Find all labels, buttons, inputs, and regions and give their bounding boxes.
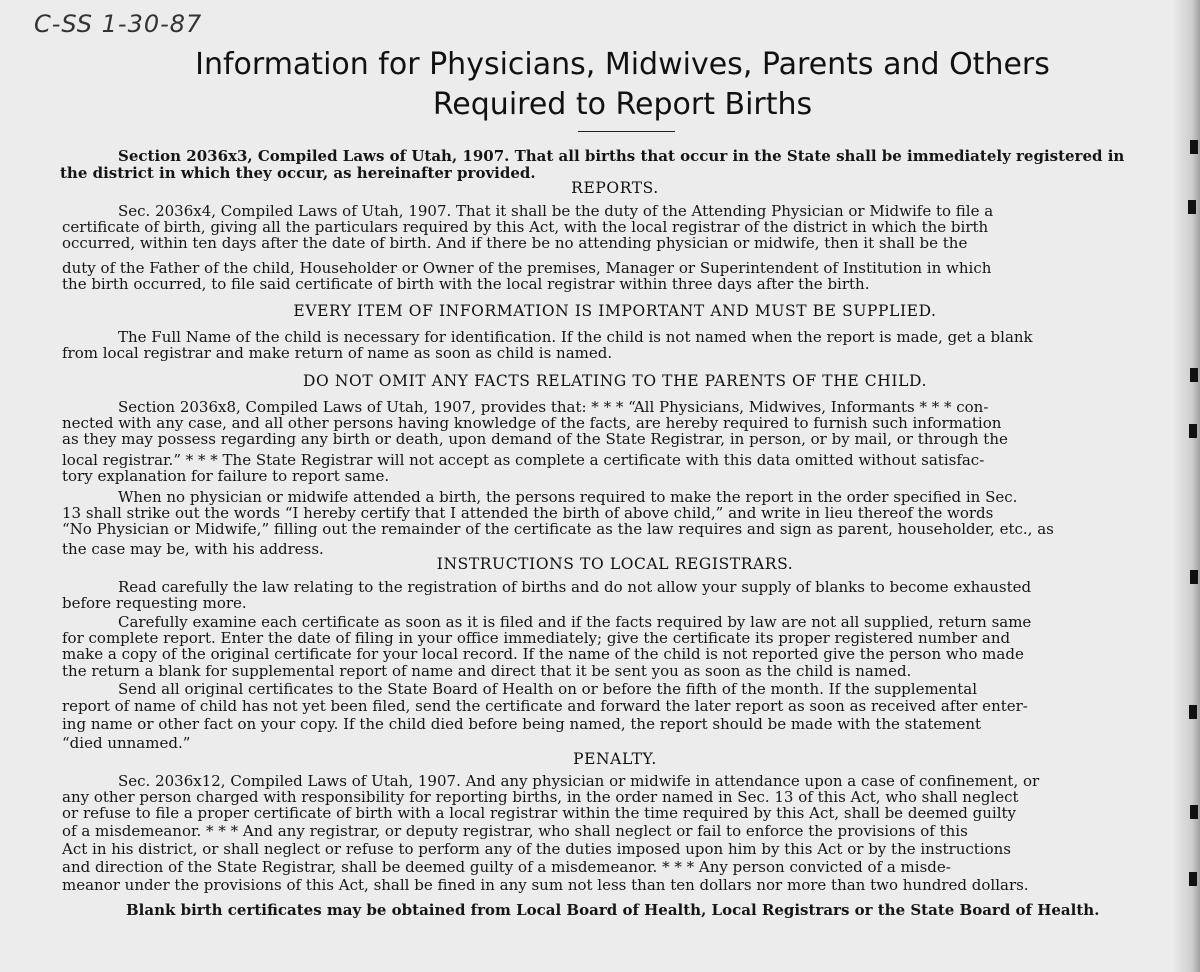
penalty-line: any other person charged with responsibility for reporting births, in the order named in Sec. 13 of this Act, who shall neglect [62,788,1019,806]
every-item-line: from local registrar and make return of name as soon as child is named. [62,344,613,362]
penalty-line: of a misdemeanor. * * * And any registrar, or deputy registrar, who shall neglect or fail to enforce the provisions of this [62,822,968,840]
instructions-line: Send all original certificates to the State Board of Health on or before the fifth of the month. If the supplemental [118,680,977,698]
penalty-line: meanor under the provisions of this Act, shall be fined in any sum not less than ten dollars nor more than two hundred dollars. [62,876,1029,894]
penalty-line: and direction of the State Registrar, shall be deemed guilty of a misdemeanor. * * * Any person convicted of a misde- [62,858,951,876]
reports-line: the birth occurred, to file said certificate of birth with the local registrar within three days after the birth. [62,275,870,293]
instructions-line: the return a blank for supplemental report of name and direct that it be sent you as soon as the child is named. [62,662,912,680]
instructions-line: report of name of child has not yet been filed, send the certificate and forward the later report as soon as received after enter- [62,697,1028,715]
instructions-heading: INSTRUCTIONS TO LOCAL REGISTRARS. [436,555,794,573]
binding-mark [1189,705,1197,719]
penalty-line: Sec. 2036x12, Compiled Laws of Utah, 1907. And any physician or midwife in attendance upon a case of confinement, or [118,772,1040,790]
binding-mark [1188,200,1196,214]
binding-mark [1190,570,1198,584]
instructions-line: ing name or other fact on your copy. If the child died before being named, the report should be made with the statement [62,715,982,733]
do-not-omit-line: nected with any case, and all other persons having knowledge of the facts, are hereby required to furnish such information [62,414,1002,432]
document-title-line-1: Information for Physicians, Midwives, Parents and Others [195,47,1050,82]
every-item-line: The Full Name of the child is necessary for identification. If the child is not named when the report is made, get a blank [118,328,1033,346]
title-divider [578,131,675,132]
do-not-omit-line: local registrar.” * * * The State Registrar will not accept as complete a certificate with this data omitted without satisfac- [62,451,985,469]
every-item-heading: EVERY ITEM OF INFORMATION IS IMPORTANT AND MUST BE SUPPLIED. [293,302,937,320]
penalty-line: or refuse to file a proper certificate of birth with a local registrar within the time required by this Act, shall be deemed guilty [62,804,1017,822]
handwritten-note: C-SS 1-30-87 [34,10,203,38]
reports-line: Sec. 2036x4, Compiled Laws of Utah, 1907. That it shall be the duty of the Attending Physician or Midwife to file a [118,202,994,220]
instructions-line: for complete report. Enter the date of filing in your office immediately; give the certificate its proper registered number and [62,629,1011,647]
reports-line: occurred, within ten days after the date of birth. And if there be no attending physician or midwife, then it shall be the [62,234,968,252]
do-not-omit-line: Section 2036x8, Compiled Laws of Utah, 1907, provides that: * * * “All Physicians, Midwives, Informants * * * con- [118,398,989,416]
reports-heading: REPORTS. [571,179,659,197]
intro-line-2: the district in which they occur, as hereinafter provided. [60,164,536,182]
binding-mark [1190,140,1198,154]
do-not-omit-heading: DO NOT OMIT ANY FACTS RELATING TO THE PARENTS OF THE CHILD. [303,372,927,390]
instructions-line: before requesting more. [62,594,247,612]
do-not-omit-line: “No Physician or Midwife,” filling out the remainder of the certificate as the law requires and sign as parent, householder, etc., as [62,520,1054,538]
do-not-omit-line: When no physician or midwife attended a birth, the persons required to make the report in the order specified in Sec. [118,488,1018,506]
reports-line: certificate of birth, giving all the particulars required by this Act, with the local registrar of the district in which the birth [62,218,989,236]
reports-line: duty of the Father of the child, Householder or Owner of the premises, Manager or Superintendent of Institution in which [62,259,992,277]
binding-mark [1190,368,1198,382]
binding-mark [1189,424,1197,438]
instructions-line: “died unnamed.” [62,734,191,752]
do-not-omit-line: 13 shall strike out the words “I hereby certify that I attended the birth of above child,” and write in lieu thereof the words [62,504,994,522]
penalty-line: Act in his district, or shall neglect or refuse to perform any of the duties imposed upon him by this Act or by the instructions [62,840,1012,858]
binding-mark [1189,872,1197,886]
instructions-line: Read carefully the law relating to the registration of births and do not allow your supply of blanks to become exhausted [118,578,1032,596]
do-not-omit-line: the case may be, with his address. [62,540,324,558]
footer-note: Blank birth certificates may be obtained from Local Board of Health, Local Registrars or the State Board of Health. [126,901,1100,919]
do-not-omit-line: as they may possess regarding any birth or death, upon demand of the State Registrar, in person, or by mail, or through the [62,430,1008,448]
instructions-line: Carefully examine each certificate as soon as it is filed and if the facts required by law are not all supplied, return same [118,613,1032,631]
document-title-line-2: Required to Report Births [432,87,813,122]
binding-mark [1190,805,1198,819]
instructions-line: make a copy of the original certificate for your local record. If the name of the child is not reported give the person who made [62,645,1024,663]
do-not-omit-line: tory explanation for failure to report same. [62,467,390,485]
penalty-heading: PENALTY. [573,750,657,768]
intro-line-1: Section 2036x3, Compiled Laws of Utah, 1907. That all births that occur in the State shall be immediately registered in [118,147,1125,165]
